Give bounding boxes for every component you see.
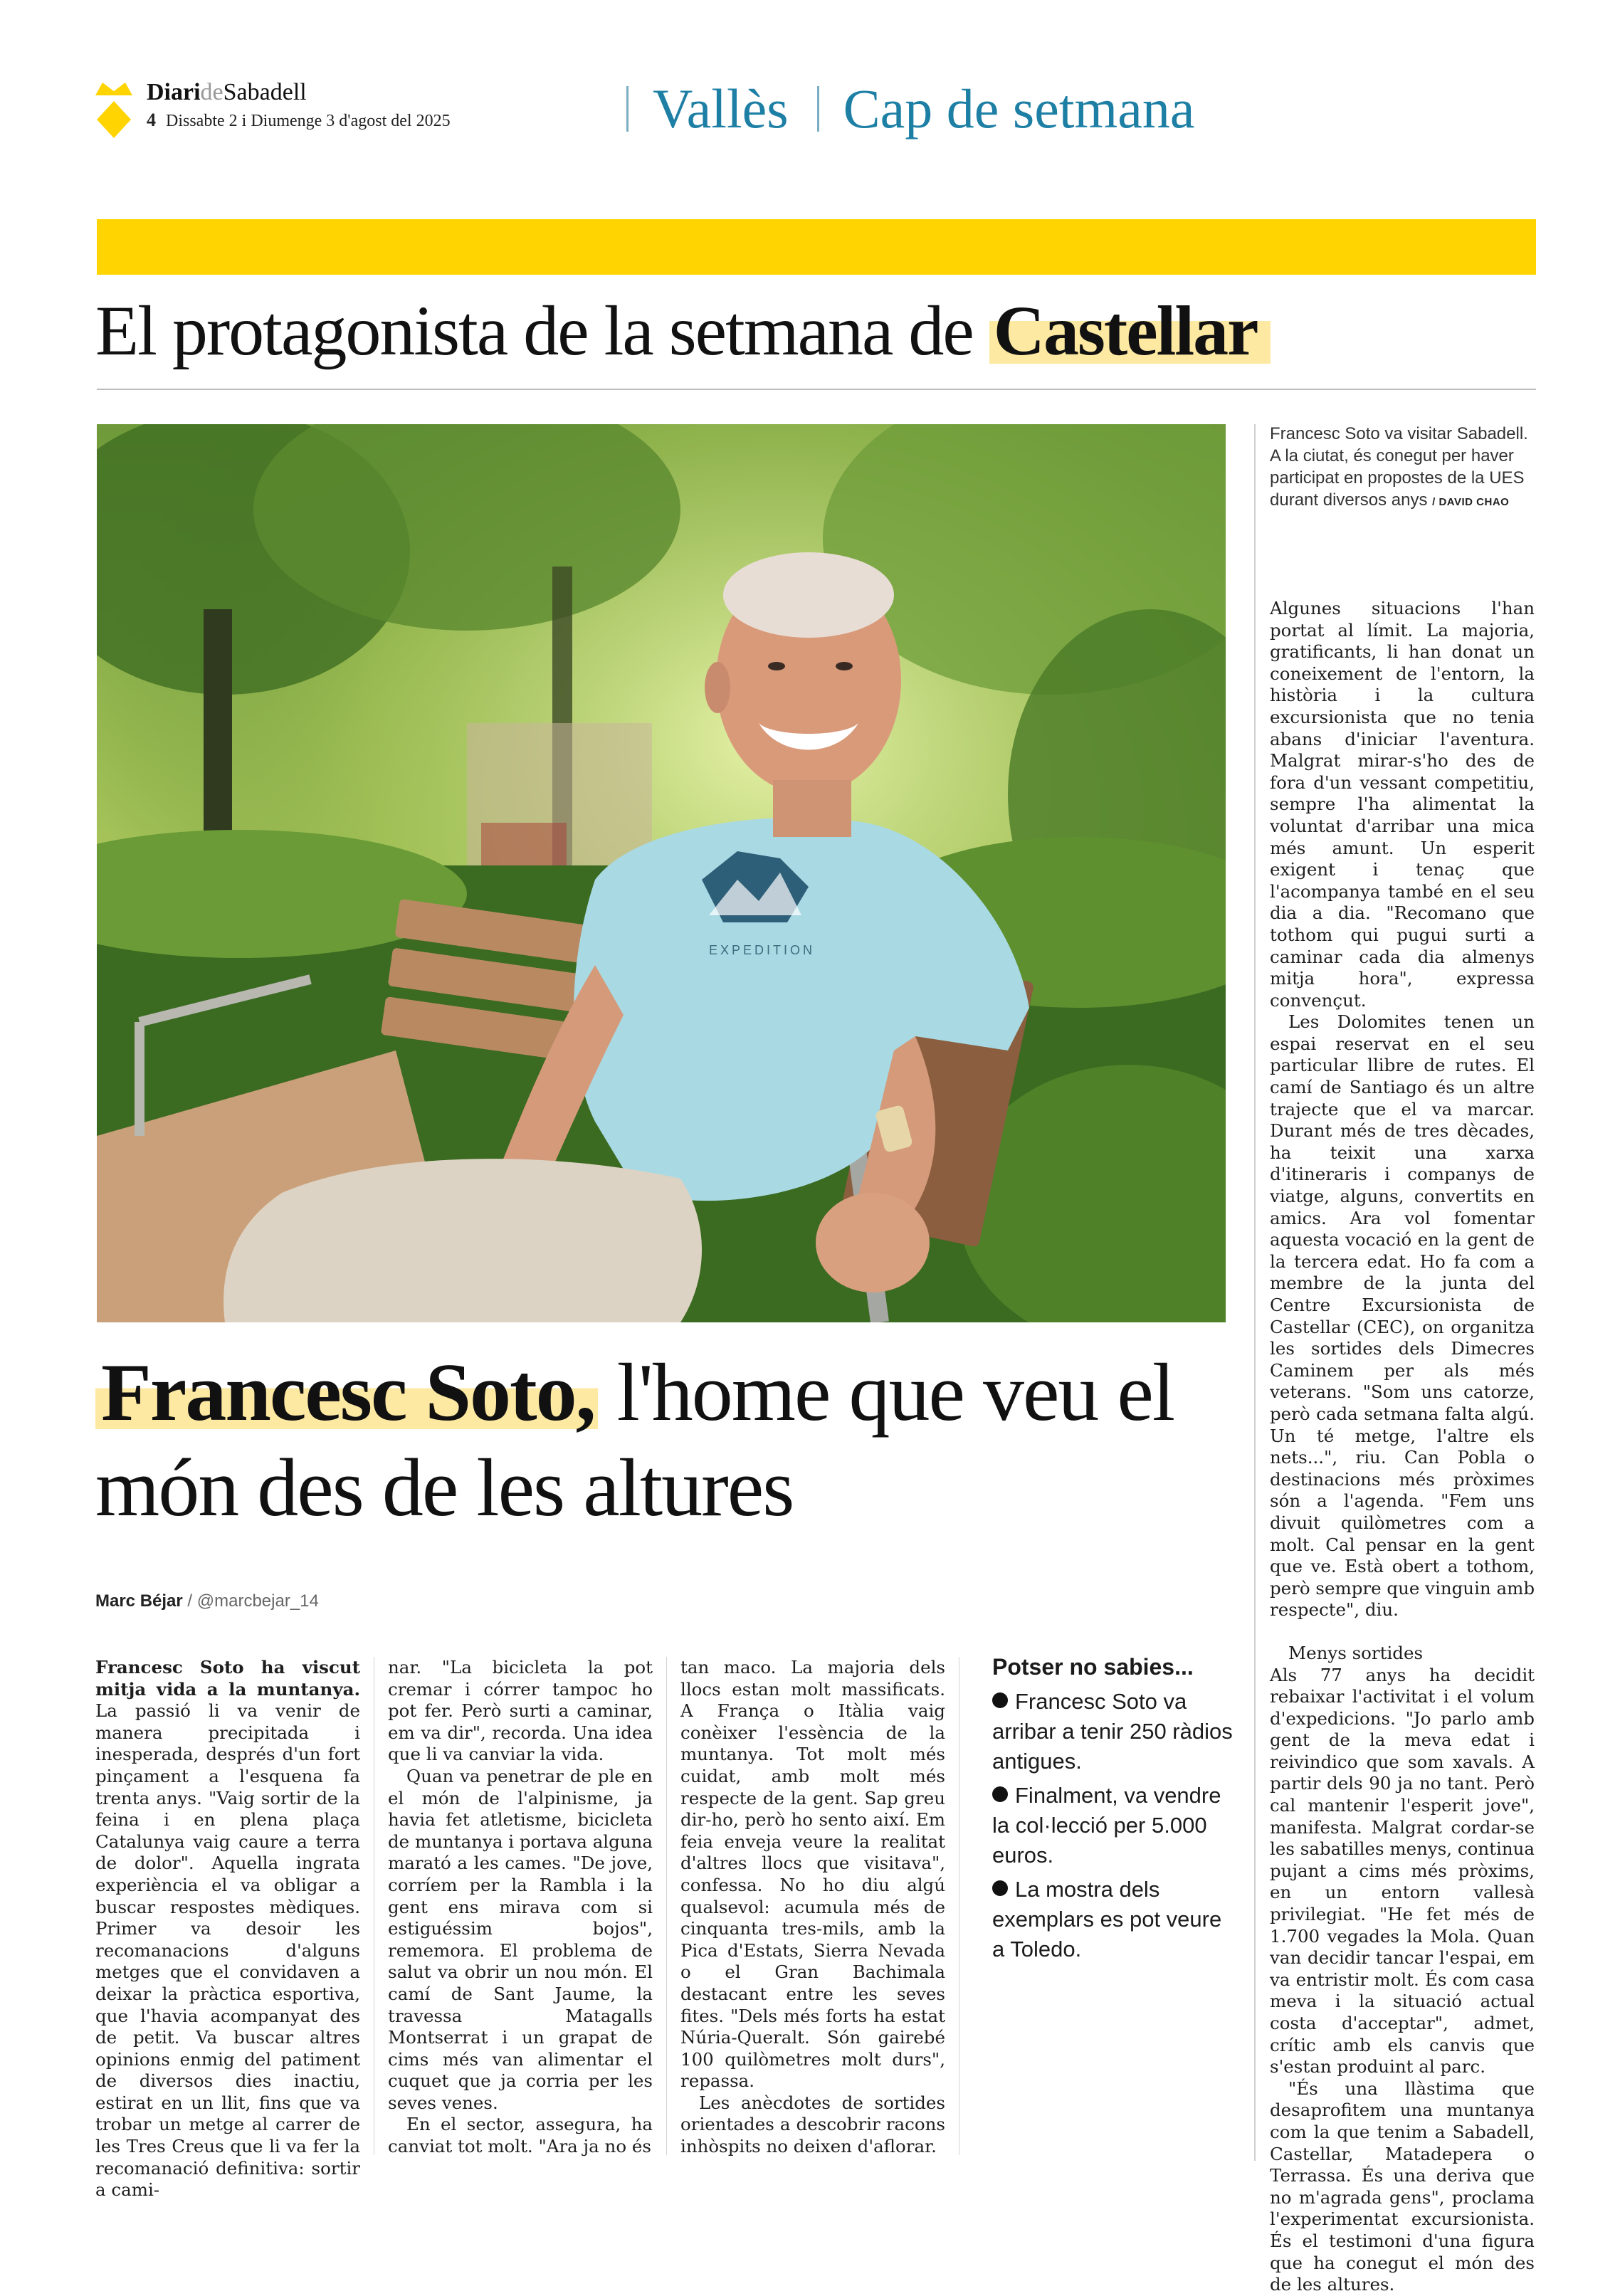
brand-light: de	[200, 79, 223, 105]
column-separator	[666, 1657, 667, 2155]
box-item-text: Francesc Soto va arribar a tenir 250 ràdios antigues.	[992, 1689, 1233, 1774]
body-column-5	[1270, 598, 1535, 2296]
diari-de-sabadell-logo-icon	[91, 80, 137, 139]
photo-illustration	[97, 424, 1226, 1322]
paragraph: Als 77 anys ha decidit rebaixar l'activitat i el volum d'expedicions. "Jo parlo amb gent de la meva edat i reivindico que som xavals. A partir dels 90 ja no tant. Però cal mantenir l'esperit jove", manifesta. Malgrat cordar-se les sabatilles menys, continua pujant a cims més pròxims, en un entorn vallesà privilegiat. "He fet més de 1.700 vegades la Mola. Quan van decidir tancar l'espai, em va entristir molt. És com casa meva i la situació actual costa d'acceptar", admet, crític amb els canvis que s'estan produint al parc.	[1270, 1664, 1535, 2078]
body-column-2	[388, 1657, 653, 2158]
yellow-band	[97, 219, 1536, 275]
byline	[95, 1591, 319, 1611]
did-you-know-box	[992, 1653, 1238, 1969]
box-item	[992, 1687, 1238, 1776]
box-item	[992, 1781, 1238, 1870]
paragraph: tan maco. La majoria dels llocs estan molt massificats. A França o Itàlia vaig conèixer l'essència de la muntanya. Tot molt més cuidat, amb molt més respecte de la gent. Sap greu dir-ho, però ho sento així. Em feia enveja veure la realitat d'altres llocs que visitava", confessa. No ho diu algú qualsevol: acumula més de cinquanta tres-mils, amb la Pica d'Estats, Sierra Nevada o el Gran Bachimala destacant entre les seves fites. "Dels més forts ha estat Núria-Queralt. Són gairebé 100 quilòmetres molt durs", repassa.	[680, 1657, 945, 2092]
bullet-icon	[992, 1880, 1008, 1896]
title-rest: l'home que veu el món des de les altures	[95, 1347, 1174, 1534]
paragraph: Algunes situacions l'han portat al límit. La majoria, gratificants, li han donat un coneixement de l'entorn, la història i la cultura excursionista que no tenia abans d'iniciar l'aventura. Malgrat mirar-s'ho des de fora d'un vessant competitiu, sempre l'ha alimentat la voluntat d'arribar una mica més amunt. Un esperit exigent i tenaç que l'acompanya també en el seu dia a dia. "Recomano que tothom qui pugui surti a caminar cada dia almenys mitja hora", expressa convençut.	[1270, 598, 1535, 1011]
box-title: Potser no sabies...	[992, 1654, 1194, 1680]
author-name[interactable]: Marc Béjar	[95, 1591, 183, 1611]
headline-rule	[97, 389, 1536, 390]
lead-sentence: Francesc Soto ha viscut mitja vida a la muntanya.	[95, 1657, 360, 1700]
box-item-text: Finalment, va vendre la col·lecció per 5.000 euros.	[992, 1783, 1221, 1868]
paragraph: Les Dolomites tenen un espai reservat en el seu particular llibre de rutes. El camí de Santiago és un altre trajecte que el va marcar. Durant més de tres dècades, ha teixit una xarxa d'itineraris i companys de viatge, alguns, convertits en amics. Ara vol fomentar aquesta vocació en la gent de la tercera edat. Ho fa com a membre de la junta del Centre Excursionista de Castellar (CEC), on organitza les sortides dels Dimecres Caminem per als més veterans. "Som uns catorze, però cada setmana falta algú. Un té metge, l'altre els nets...", riu. Can Pobla o destinacions més pròximes són a l'agenda. "Fem uns divuit quilòmetres com a molt. Cal pensar en la gent que ve. Està obert a tothom, però sempre que vinguin amb respecte", diu.	[1270, 1011, 1535, 1621]
kicker-highlight: Castellar	[989, 291, 1271, 370]
photo-credit: / DAVID CHAO	[1432, 496, 1510, 508]
section-divider	[817, 86, 819, 132]
paragraph: Quan va penetrar de ple en el món de l'alpinisme, ja havia fet atletisme, bicicleta de muntanya i portava alguna marató a les cames. "De jove, corríem per la Rambla i la gent ens mirava com si estiguéssim bojos", rememora. El problema de salut va obrir un nou món. El camí de Sant Jaume, la travessa Matagalls Montserrat i un grapat de cims més van alimentar el cuquet que ja corria per les seves venes.	[388, 1765, 653, 2113]
page-info	[147, 110, 451, 132]
section-primary[interactable]: Vallès	[653, 78, 789, 139]
body-column-1	[95, 1657, 360, 2201]
box-item	[992, 1875, 1238, 1964]
caption-text: Francesc Soto va visitar Sabadell. A la ciutat, és conegut per haver participat en propostes de la UES durant diversos anys	[1270, 424, 1528, 510]
paragraph: En el sector, assegura, ha canviat tot molt. "Ara ja no és	[388, 2114, 653, 2157]
author-handle[interactable]: / @marcbejar_14	[187, 1591, 319, 1611]
box-item-text: La mostra dels exemplars es pot veure a Toledo.	[992, 1877, 1222, 1961]
brand-bold: Diari	[147, 79, 201, 105]
shirt-print-text: EXPEDITION	[709, 943, 816, 957]
paragraph-text: La passió li va venir de manera precipitada i inesperada, després d'un fort pinçament a l'esquena fa trenta anys. "Vaig sortir de la feina i en plena plaça Catalunya vaig caure a terra de dolor". Aquella ingrata experiència el va obligar a buscar respostes mèdiques. Primer va desoir les recomanacions d'alguns metges que el convidaven a deixar la pràctica esportiva, que l'havia acompanyat des de petit. Va buscar altres opinions enmig del patiment de diversos dies inactiu, estirat en un llit, fins que va trobar un metge al carrer de les Tres Creus que li va fer la recomanació definitiva: sortir a cami-	[95, 1700, 360, 2201]
paragraph: Les anècdotes de sortides orientades a descobrir racons inhòspits no deixen d'aflorar.	[680, 2092, 945, 2157]
photo-caption	[1270, 423, 1533, 513]
bullet-icon	[992, 1692, 1008, 1708]
bullet-icon	[992, 1786, 1008, 1802]
paragraph: "És una llàstima que desaprofitem una muntanya com la que tenim a Sabadell, Castellar, Matadepera o Terrassa. És una deriva que no m'agrada gens", proclama l'experimentat excursionista. És el testimoni d'una figura que ha conegut el món des de les altures.	[1270, 2078, 1535, 2295]
brand-regular: Sabadell	[223, 79, 307, 105]
subheading: Menys sortides	[1288, 1642, 1424, 1663]
newspaper-brand[interactable]	[147, 78, 307, 107]
title-name: Francesc Soto,	[95, 1347, 598, 1438]
portrait-photo[interactable]	[97, 424, 1226, 1322]
section-secondary[interactable]: Cap de setmana	[843, 78, 1195, 139]
section-divider	[626, 86, 628, 132]
paragraph: nar. "La bicicleta la pot cremar i córrer tampoc ho pot fer. Però surti a caminar, em va dir", recorda. Una idea que li va canviar la vida.	[388, 1657, 653, 1765]
body-column-3	[680, 1657, 945, 2158]
kicker-headline	[95, 285, 1271, 377]
column-rule	[1254, 424, 1256, 2161]
article-title	[95, 1345, 1234, 1536]
page-number: 4	[147, 110, 156, 130]
issue-date: Dissabte 2 i Diumenge 3 d'agost del 2025	[166, 112, 451, 130]
section-header	[626, 77, 1194, 141]
paragraph	[95, 1657, 360, 2201]
kicker-text: El protagonista de la setmana de	[95, 291, 973, 370]
